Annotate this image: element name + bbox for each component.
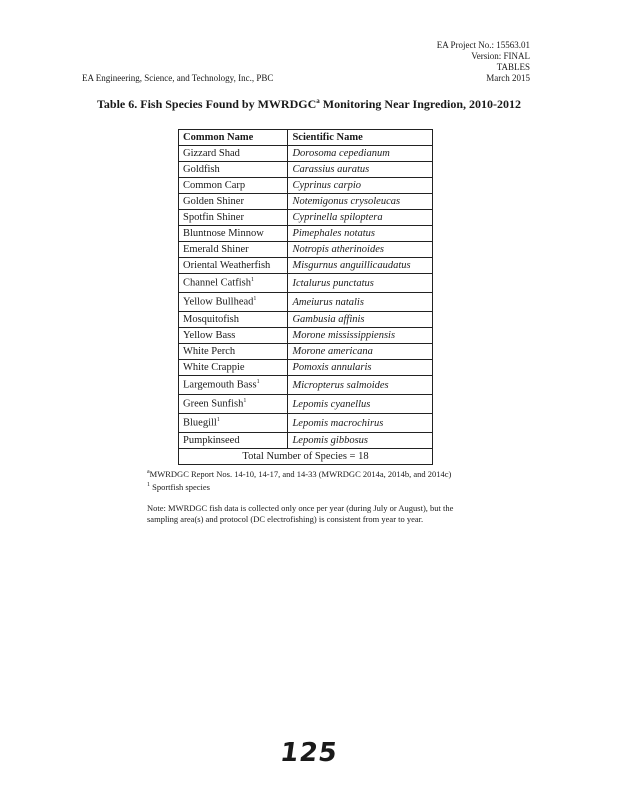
common-name-cell: Oriental Weatherfish	[179, 258, 288, 274]
table-row	[179, 344, 433, 360]
scientific-name-cell: Micropterus salmoides	[288, 376, 433, 395]
scientific-name-cell: Ameiurus natalis	[288, 293, 433, 312]
scientific-name-cell: Pomoxis annularis	[288, 360, 433, 376]
scientific-name-cell: Gambusia affinis	[288, 312, 433, 328]
table-row	[179, 274, 433, 293]
table-row	[179, 178, 433, 194]
table-row	[179, 395, 433, 414]
table-row	[179, 293, 433, 312]
table-row	[179, 146, 433, 162]
common-name-cell: Spotfin Shiner	[179, 210, 288, 226]
table-row	[179, 226, 433, 242]
common-name-cell: Largemouth Bass$^1$	[179, 376, 288, 395]
table-row	[179, 328, 433, 344]
common-name-cell: Common Carp	[179, 178, 288, 194]
common-name-cell: Pumpkinseed	[179, 433, 288, 449]
common-name-cell: Goldfish	[179, 162, 288, 178]
page-number: 125	[278, 738, 340, 768]
common-name-cell: Golden Shiner	[179, 194, 288, 210]
scientific-name-cell: Lepomis gibbosus	[288, 433, 433, 449]
scientific-name-cell: Carassius auratus	[288, 162, 433, 178]
column-header-common: Common Name	[179, 130, 288, 146]
table-row	[179, 433, 433, 449]
common-name-cell: White Crappie	[179, 360, 288, 376]
scientific-name-cell: Notropis atherinoides	[288, 242, 433, 258]
date: March 2015	[486, 73, 530, 83]
source-footnote: $^a$MWRDGC Report Nos. 14-10, 14-17, and 14-33 (MWRDGC 2014a, 2014b, and 2014c)	[147, 468, 452, 479]
table-row	[179, 376, 433, 395]
project-number: EA Project No.: 15563.01	[436, 40, 530, 50]
scientific-name-cell: Notemigonus crysoleucas	[288, 194, 433, 210]
common-name-cell: Yellow Bullhead$^1$	[179, 293, 288, 312]
scientific-name-cell: Dorosoma cepedianum	[288, 146, 433, 162]
scientific-name-cell: Cyprinella spiloptera	[288, 210, 433, 226]
scientific-name-cell: Lepomis macrochirus	[288, 414, 433, 433]
common-name-cell: Mosquitofish	[179, 312, 288, 328]
common-name-cell: Channel Catfish$^1$	[179, 274, 288, 293]
table-row	[179, 194, 433, 210]
scientific-name-cell: Morone mississippiensis	[288, 328, 433, 344]
column-header-scientific: Scientific Name	[288, 130, 433, 146]
footnotes	[147, 467, 477, 525]
table-row	[179, 258, 433, 274]
scientific-name-cell: Misgurnus anguillicaudatus	[288, 258, 433, 274]
common-name-cell: Yellow Bass	[179, 328, 288, 344]
total-row	[179, 449, 433, 465]
common-name-cell: Bluntnose Minnow	[179, 226, 288, 242]
fish-species-table	[178, 129, 433, 465]
common-name-cell: Green Sunfish$^1$	[179, 395, 288, 414]
table-row	[179, 312, 433, 328]
table-row	[179, 414, 433, 433]
version: Version: FINAL	[471, 51, 530, 61]
table-row	[179, 242, 433, 258]
scientific-name-cell: Ictalurus punctatus	[288, 274, 433, 293]
table-header-row	[179, 130, 433, 146]
total-species: Total Number of Species = 18	[179, 449, 433, 465]
common-name-cell: Emerald Shiner	[179, 242, 288, 258]
common-name-cell: Gizzard Shad	[179, 146, 288, 162]
sampling-note: Note: MWRDGC fish data is collected only once per year (during July or August), but the sampling area(s) and protocol (DC electrofishing) is consistent from year to year.	[147, 502, 454, 524]
common-name-cell: White Perch	[179, 344, 288, 360]
scientific-name-cell: Lepomis cyanellus	[288, 395, 433, 414]
table-row	[179, 210, 433, 226]
company-name: EA Engineering, Science, and Technology, Inc., PBC	[82, 73, 274, 83]
section-label: TABLES	[496, 62, 530, 72]
header-block	[437, 40, 530, 84]
sportfish-footnote: $^1$ Sportfish species	[147, 481, 210, 492]
scientific-name-cell: Morone americana	[288, 344, 433, 360]
table-row	[179, 360, 433, 376]
scientific-name-cell: Pimephales notatus	[288, 226, 433, 242]
table-title: Table 6. Fish Species Found by MWRDGC$^a$ Monitoring Near Ingredion, 2010-2012	[97, 97, 521, 111]
table-row	[179, 162, 433, 178]
scientific-name-cell: Cyprinus carpio	[288, 178, 433, 194]
common-name-cell: Bluegill$^1$	[179, 414, 288, 433]
